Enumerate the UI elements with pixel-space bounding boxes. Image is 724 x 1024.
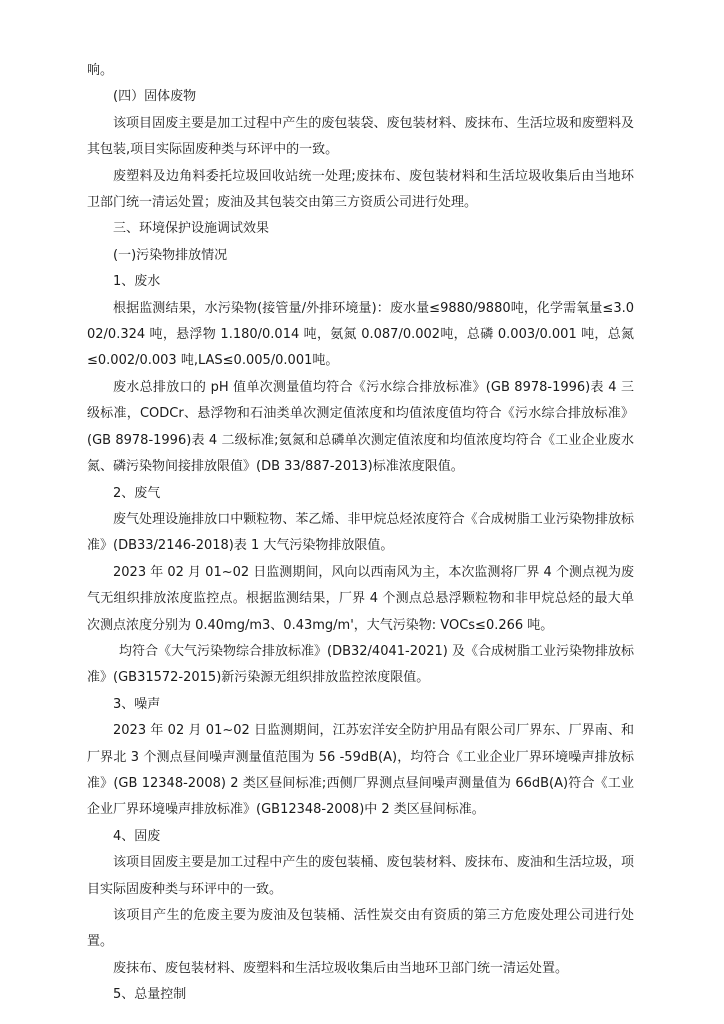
- paragraph-1: 响。: [87, 63, 114, 78]
- paragraph-noise: 2023 年 02 月 01~02 日监测期间，江苏宏洋安全防护用品有限公司厂界东、厂界南、和厂界北 3 个测点昼间噪声测量值范围为 56 -59dB(A)，均符合《工业企业厂界环境噪声排放标准》(GB 12348-2008) 2 类区昼间标准;西侧厂界测点昼间噪声测量值为 66dB(A)符合《工业企业厂界环境噪声排放标准》(GB12348-2008)中 2 类区昼间标准。: [87, 723, 634, 818]
- subsection-heading-emissions: (一)污染物排放情况: [113, 247, 228, 263]
- paragraph-waste-gas-2: 2023 年 02 月 01~02 日监测期间，风向以西南风为主，本次监测将厂界 4 个测点视为废气无组织排放浓度监控点。根据监测结果，厂界 4 个测点总悬浮颗粒物和非甲烷总烃的最大单次测点浓度分别为 0.40mg/m3、0.43mg/m'，大气污染物: VOCs≤0.266 吨。: [87, 564, 634, 633]
- heading-wastewater: 1、废水: [113, 274, 161, 290]
- paragraph-waste-gas-3: 均符合《大气污染物综合排放标准》(DB32/4041-2021) 及《合成树脂工业污染物排放标准》(GB31572-2015)新污染源无组织排放监控浓度限值。: [87, 643, 634, 686]
- paragraph-4: 废塑料及边角料委托垃圾回收站统一处理;废抹布、废包装材料和生活垃圾收集后由当地环卫部门统一清运处置；废油及其包装交由第三方资质公司进行处理。: [87, 168, 634, 211]
- paragraph-waste-gas-1: 废气处理设施排放口中颗粒物、苯乙烯、非甲烷总烃浓度符合《合成树脂工业污染物排放标准》(DB33/2146-2018)表 1 大气污染物排放限值。: [87, 511, 634, 554]
- paragraph-wastewater-results: 根据监测结果，水污染物(接管量/外排环境量)：废水量≤9880/9880吨，化学需氧量≤3.002/0.324 吨，悬浮物 1.180/0.014 吨，氨氮 0.087/0.002吨，总磷 0.003/0.001 吨，总氮≤0.002/0.003 吨,LAS≤0.005/0.001吨。: [87, 300, 634, 369]
- heading-noise: 3、噪声: [113, 696, 161, 712]
- heading-total-control: 5、总量控制: [113, 987, 187, 1003]
- section-heading-3: 三、环境保护设施调试效果: [113, 221, 270, 237]
- paragraph-3: 该项目固废主要是加工过程中产生的废包装袋、废包装材料、废抹布、生活垃圾和废塑料及其包装,项目实际固废种类与环评中的一致。: [87, 115, 634, 158]
- heading-solid-waste: 4、固废: [113, 828, 161, 844]
- section-heading-solid-waste: (四）固体废物: [113, 89, 197, 105]
- document-body: [87, 58, 634, 1009]
- paragraph-wastewater-standards: 废水总排放口的 pH 值单次测量值均符合《污水综合排放标准》(GB 8978-1996)表 4 三级标准，CODCr、悬浮物和石油类单次测定值浓度和均值浓度值均符合《污水综合排放标准》(GB 8978-1996)表 4 二级标准;氨氮和总磷单次测定值浓度和均值浓度均符合《工业企业废水氮、磷污染物间接排放限值》(DB 33/887-2013)标准浓度限值。: [87, 379, 634, 475]
- paragraph-solid-waste-3: 废抹布、废包装材料、废塑料和生活垃圾收集后由当地环卫部门统一清运处置。: [113, 960, 569, 976]
- paragraph-solid-waste-2: 该项目产生的危废主要为废油及包装桶、活性炭交由有资质的第三方危废处理公司进行处置。: [87, 908, 634, 950]
- heading-waste-gas: 2、废气: [113, 485, 161, 501]
- paragraph-solid-waste-1: 该项目固废主要是加工过程中产生的废包装桶、废包装材料、废抹布、废油和生活垃圾，项目实际固废种类与环评中的一致。: [87, 855, 634, 897]
